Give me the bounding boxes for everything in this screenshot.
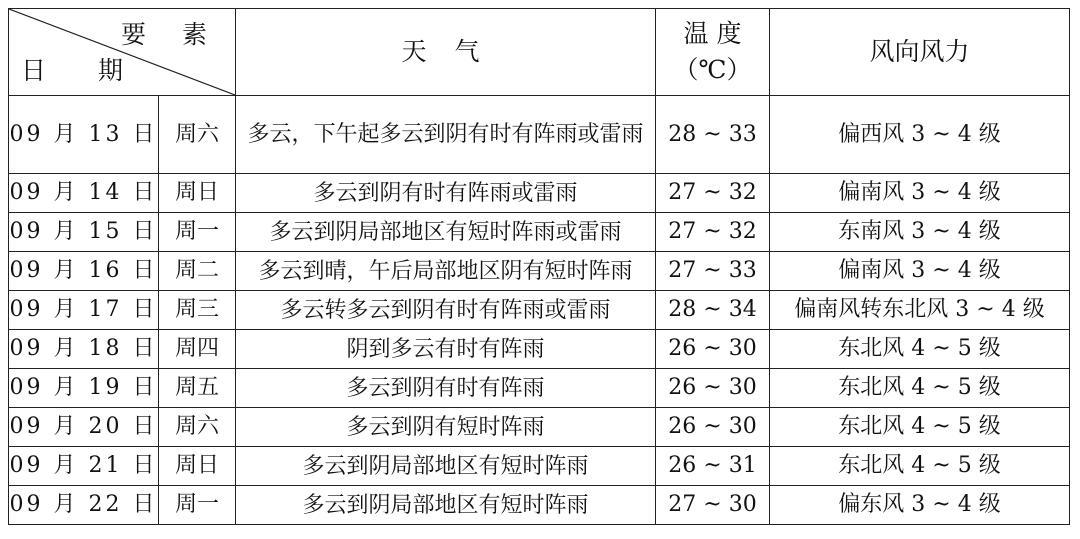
temperature-cell: 26 ~ 30: [656, 330, 770, 369]
date-cell: 09 月 22 日: [9, 486, 159, 525]
weekday-cell: 周六: [159, 96, 236, 174]
date-cell: 09 月 14 日: [9, 174, 159, 213]
weekday-cell: 周三: [159, 291, 236, 330]
temperature-cell: 27 ~ 32: [656, 174, 770, 213]
wind-cell: 东北风 4 ~ 5 级: [770, 408, 1070, 447]
weather-cell: 阴到多云有时有阵雨: [236, 330, 656, 369]
table-row: [9, 330, 1070, 369]
weather-cell: 多云到晴，午后局部地区阴有短时阵雨: [236, 252, 656, 291]
table-row: [9, 213, 1070, 252]
temperature-cell: 27 ~ 30: [656, 486, 770, 525]
weather-cell: 多云到阴有短时阵雨: [236, 408, 656, 447]
weekday-cell: 周六: [159, 408, 236, 447]
date-cell: 09 月 15 日: [9, 213, 159, 252]
temperature-cell: 28 ~ 34: [656, 291, 770, 330]
temperature-cell: 27 ~ 33: [656, 252, 770, 291]
weekday-cell: 周一: [159, 486, 236, 525]
weather-cell: 多云到阴有时有阵雨: [236, 369, 656, 408]
weather-header: 天 气: [236, 9, 656, 96]
weather-cell: 多云转多云到阴有时有阵雨或雷雨: [236, 291, 656, 330]
temperature-cell: 26 ~ 30: [656, 369, 770, 408]
date-cell: 09 月 19 日: [9, 369, 159, 408]
wind-cell: 偏南风转东北风 3 ~ 4 级: [770, 291, 1070, 330]
date-cell: 09 月 17 日: [9, 291, 159, 330]
table-row: [9, 447, 1070, 486]
weekday-cell: 周日: [159, 447, 236, 486]
table-row: [9, 174, 1070, 213]
date-cell: 09 月 16 日: [9, 252, 159, 291]
temperature-cell: 27 ~ 32: [656, 213, 770, 252]
diagonal-header-cell: [9, 9, 236, 96]
table-row: [9, 408, 1070, 447]
wind-cell: 东北风 4 ~ 5 级: [770, 330, 1070, 369]
temperature-header: [656, 9, 770, 96]
weather-cell: 多云，下午起多云到阴有时有阵雨或雷雨: [236, 96, 656, 174]
element-label: 要 素: [121, 20, 221, 49]
temperature-cell: 26 ~ 30: [656, 408, 770, 447]
table-row: [9, 369, 1070, 408]
wind-cell: 偏东风 3 ~ 4 级: [770, 486, 1070, 525]
date-cell: 09 月 21 日: [9, 447, 159, 486]
table-row: [9, 252, 1070, 291]
table-row: [9, 486, 1070, 525]
date-cell: 09 月 20 日: [9, 408, 159, 447]
wind-cell: 东南风 3 ~ 4 级: [770, 213, 1070, 252]
temperature-cell: 28 ~ 33: [656, 96, 770, 174]
weather-cell: 多云到阴局部地区有短时阵雨: [236, 486, 656, 525]
wind-header: 风向风力: [770, 9, 1070, 96]
temperature-cell: 26 ~ 31: [656, 447, 770, 486]
wind-cell: 偏南风 3 ~ 4 级: [770, 252, 1070, 291]
date-label: 日 期: [21, 56, 145, 85]
weekday-cell: 周一: [159, 213, 236, 252]
weather-cell: 多云到阴有时有阵雨或雷雨: [236, 174, 656, 213]
weather-cell: 多云到阴局部地区有短时阵雨: [236, 447, 656, 486]
weather-cell: 多云到阴局部地区有短时阵雨或雷雨: [236, 213, 656, 252]
date-cell: 09 月 13 日: [9, 96, 159, 174]
weekday-cell: 周日: [159, 174, 236, 213]
temperature-header-line1: 温 度: [683, 19, 742, 48]
header-row: [9, 9, 1070, 96]
wind-cell: 东北风 4 ~ 5 级: [770, 447, 1070, 486]
weekday-cell: 周二: [159, 252, 236, 291]
wind-cell: 偏西风 3 ~ 4 级: [770, 96, 1070, 174]
weekday-cell: 周五: [159, 369, 236, 408]
temperature-header-line2: （℃）: [673, 55, 752, 84]
wind-cell: 东北风 4 ~ 5 级: [770, 369, 1070, 408]
wind-cell: 偏南风 3 ~ 4 级: [770, 174, 1070, 213]
weather-forecast-table: [8, 8, 1070, 525]
table-row: [9, 96, 1070, 174]
date-cell: 09 月 18 日: [9, 330, 159, 369]
weekday-cell: 周四: [159, 330, 236, 369]
table-row: [9, 291, 1070, 330]
